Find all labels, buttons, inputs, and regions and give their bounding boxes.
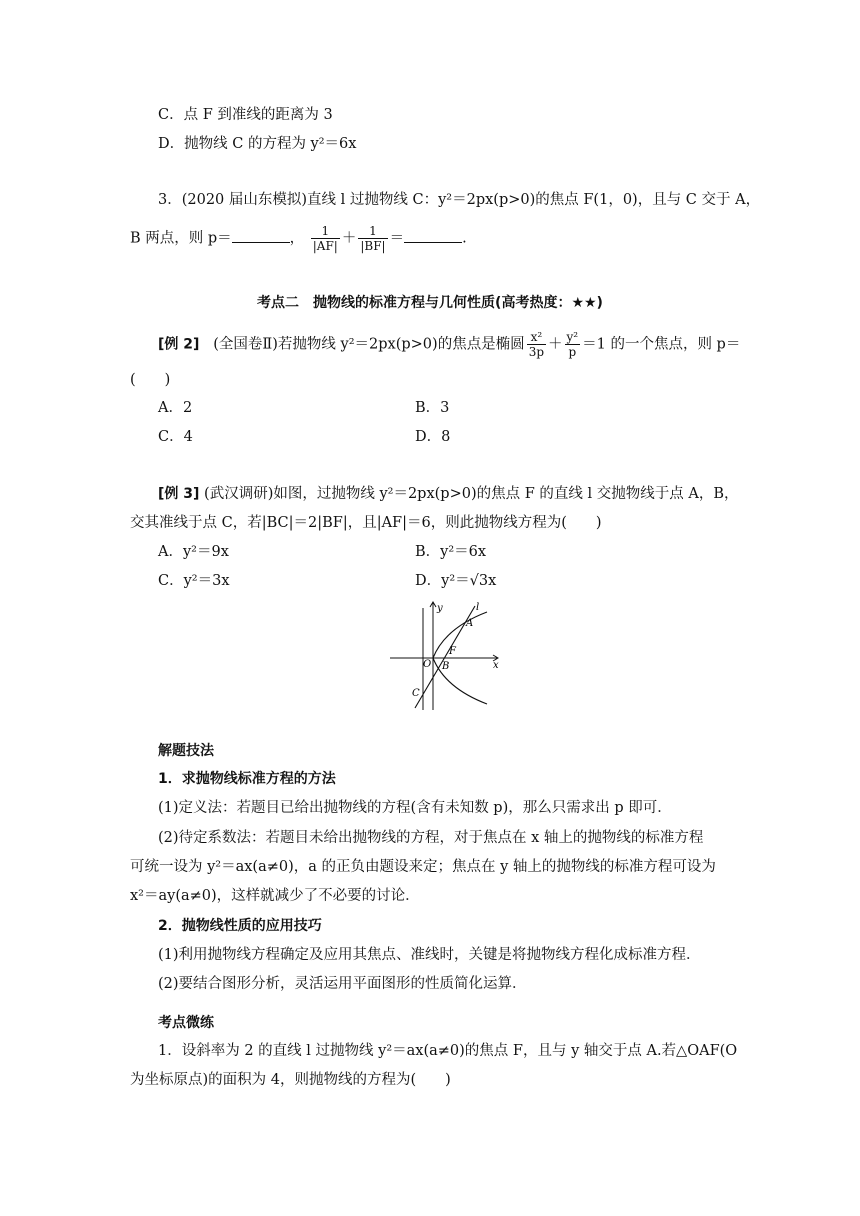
- section-title: 考点二 抛物线的标准方程与几何性质(高考热度：★★): [257, 295, 603, 311]
- parabola-figure: [385, 598, 505, 713]
- tips-paragraph-2a: (2)待定系数法：若题目未给出抛物线的方程，对于焦点在 x 轴上的抛物线的标准方程: [158, 830, 704, 846]
- fraction-y2-over-p: $\frac{\text{y²}}{p}$: [566, 330, 579, 359]
- problem-3-sep: ，: [289, 230, 305, 247]
- example-3-option-a: A．y²＝9x: [158, 544, 229, 560]
- period: .: [462, 230, 467, 247]
- label-o: O: [423, 659, 432, 670]
- example-2-text-end: ＝1 的一个焦点，则 p＝: [582, 336, 741, 353]
- example-3-line2: 交其准线于点 C，若|BC|＝2|BF|，且|AF|＝6，则此抛物线方程为( ): [130, 515, 602, 531]
- example-2-line1: [158, 330, 740, 359]
- problem-3-line1: 3．(2020 届山东模拟)直线 l 过抛物线 C：y²＝2px(p>0)的焦点 F(1，0)，且与 C 交于 A，: [158, 192, 761, 208]
- example-2-option-d: D．8: [415, 429, 451, 445]
- tips-heading: 解题技法: [158, 743, 214, 759]
- plus-sign: ＋: [341, 230, 357, 247]
- problem-3-prefix: B 两点，则 p＝: [130, 230, 232, 247]
- tips-paragraph-2c: x²＝ay(a≠0)，这样就减少了不必要的讨论．: [130, 888, 420, 904]
- example-3-text: (武汉调研)如图，过抛物线 y²＝2px(p>0)的焦点 F 的直线 l 交抛物线于点 A，B，: [204, 486, 739, 502]
- example-3-option-c: C．y²＝3x: [158, 573, 230, 589]
- example-2-paren: ( ): [130, 372, 171, 388]
- tips-heading-2: 2．抛物线性质的应用技巧: [158, 918, 322, 934]
- fraction-1-over-af: $\frac{1}{|AF|}$: [312, 224, 338, 253]
- example-3-option-b: B．y²＝6x: [415, 544, 487, 560]
- label-c: C: [412, 688, 420, 699]
- tips-paragraph-1: (1)定义法：若题目已给出抛物线的方程(含有未知数 p)，那么只需求出 p 即可．: [158, 800, 672, 816]
- tips-paragraph-2b: 可统一设为 y²＝ax(a≠0)，a 的正负由题设来定；焦点在 y 轴上的抛物线的标准方程可设为: [130, 859, 716, 875]
- tips-heading-1: 1．求抛物线标准方程的方法: [158, 771, 336, 787]
- fraction-x2-over-3p: $\frac{\text{x²}}{3p}$: [528, 330, 545, 359]
- example-3-label: [例 3]: [158, 486, 200, 502]
- fraction-1-over-bf: $\frac{1}{|BF|}$: [360, 224, 386, 253]
- practice-line-1: 1．设斜率为 2 的直线 l 过抛物线 y²＝ax(a≠0)的焦点 F，且与 y 轴交于点 A.若△OAF(O: [158, 1043, 738, 1059]
- label-a: A: [466, 618, 474, 629]
- option-c-prev: C．点 F 到准线的距离为 3: [158, 107, 333, 123]
- label-x: x: [493, 660, 499, 671]
- example-2-option-c: C．4: [158, 429, 193, 445]
- answer-blank-p: [232, 230, 290, 243]
- example-3-option-d: D．y²＝√3x: [415, 573, 497, 589]
- label-f: F: [449, 646, 456, 657]
- practice-line-2: 为坐标原点)的面积为 4，则抛物线的方程为( ): [130, 1072, 451, 1088]
- example-3-line1: [158, 484, 738, 504]
- example-2-option-a: A．2: [158, 400, 193, 416]
- example-2-option-b: B．3: [415, 400, 450, 416]
- equals-sign: ＝: [389, 230, 405, 247]
- option-d-prev: D．抛物线 C 的方程为 y²＝6x: [158, 136, 357, 152]
- answer-blank-sum: [404, 230, 462, 243]
- tips-paragraph-3: (1)利用抛物线方程确定及应用其焦点、准线时，关键是将抛物线方程化成标准方程．: [158, 947, 701, 963]
- tips-paragraph-4: (2)要结合图形分析，灵活运用平面图形的性质简化运算．: [158, 976, 527, 992]
- example-2-label: [例 2]: [158, 336, 200, 353]
- label-b: B: [442, 661, 450, 672]
- example-2-text: (全国卷Ⅱ)若抛物线 y²＝2px(p>0)的焦点是椭圆: [213, 336, 525, 353]
- plus-sign: ＋: [548, 336, 563, 353]
- problem-3-line2: [130, 224, 467, 253]
- practice-heading: 考点微练: [158, 1015, 214, 1031]
- label-y: y: [437, 603, 443, 614]
- label-l: l: [476, 602, 480, 613]
